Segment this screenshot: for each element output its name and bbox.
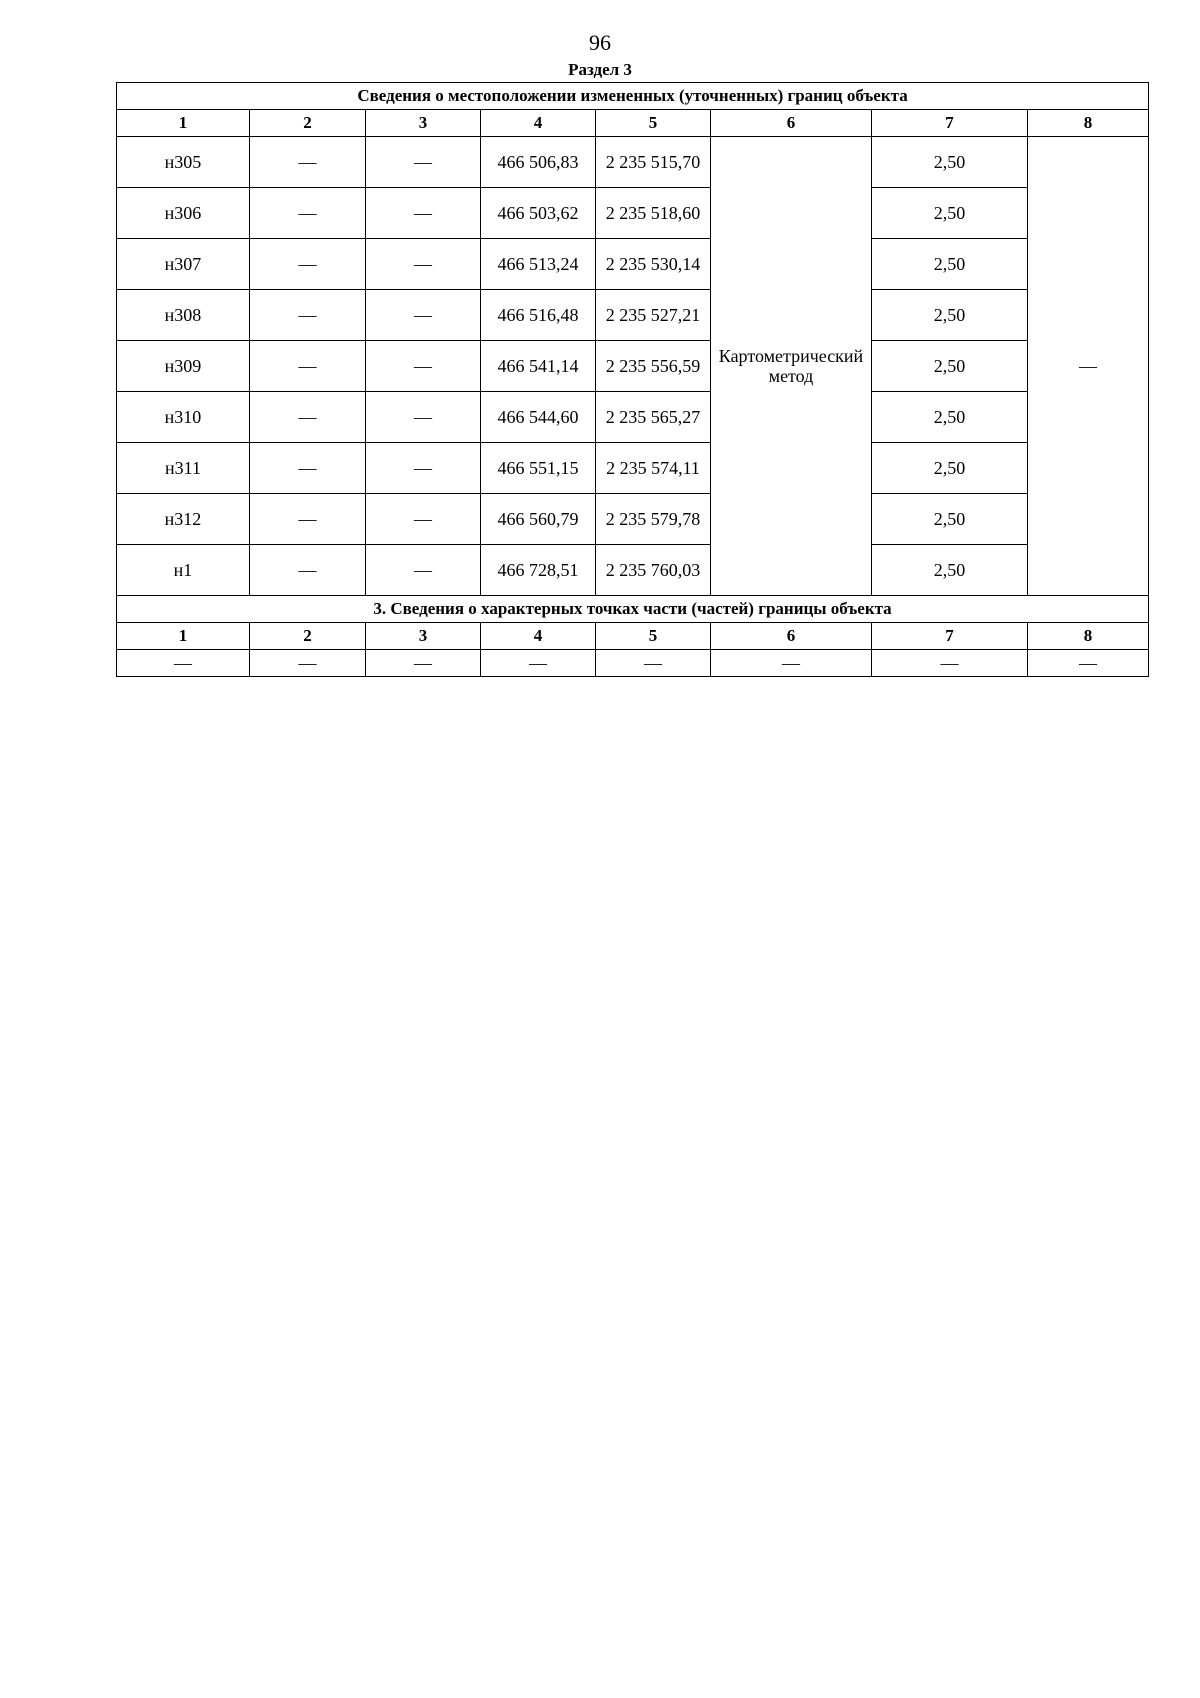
point-name: н1 xyxy=(117,545,250,596)
y-coordinate: 2 235 518,60 xyxy=(596,188,711,239)
x-coordinate: 466 728,51 xyxy=(481,545,596,596)
table1-colnum: 2 xyxy=(250,110,366,137)
accuracy-value: 2,50 xyxy=(872,239,1028,290)
table1-colnum: 6 xyxy=(711,110,872,137)
point-name: н312 xyxy=(117,494,250,545)
table2-colnum: 1 xyxy=(117,623,250,650)
col2-value: — xyxy=(250,290,366,341)
col2-value: — xyxy=(250,239,366,290)
table-row xyxy=(117,545,1149,596)
y-coordinate: 2 235 515,70 xyxy=(596,137,711,188)
x-coordinate: 466 560,79 xyxy=(481,494,596,545)
table1-caption-row xyxy=(117,83,1149,110)
col3-value: — xyxy=(366,494,481,545)
table-row xyxy=(117,341,1149,392)
table-row xyxy=(117,137,1149,188)
accuracy-value: 2,50 xyxy=(872,188,1028,239)
table-row xyxy=(117,290,1149,341)
col8-value: — xyxy=(1028,137,1149,596)
accuracy-value: 2,50 xyxy=(872,137,1028,188)
y-coordinate: 2 235 579,78 xyxy=(596,494,711,545)
x-coordinate: 466 503,62 xyxy=(481,188,596,239)
point-name: н308 xyxy=(117,290,250,341)
table-row xyxy=(117,239,1149,290)
point-name: н306 xyxy=(117,188,250,239)
table2-cell: — xyxy=(366,650,481,677)
table2-colnum: 4 xyxy=(481,623,596,650)
table2-column-numbers xyxy=(117,623,1149,650)
table2-cell: — xyxy=(481,650,596,677)
col3-value: — xyxy=(366,239,481,290)
x-coordinate: 466 551,15 xyxy=(481,443,596,494)
accuracy-value: 2,50 xyxy=(872,290,1028,341)
table-row xyxy=(117,392,1149,443)
accuracy-value: 2,50 xyxy=(872,392,1028,443)
col2-value: — xyxy=(250,494,366,545)
col2-value: — xyxy=(250,392,366,443)
point-name: н310 xyxy=(117,392,250,443)
table1-column-numbers xyxy=(117,110,1149,137)
table1-colnum: 5 xyxy=(596,110,711,137)
table1-colnum: 8 xyxy=(1028,110,1149,137)
table1-colnum: 7 xyxy=(872,110,1028,137)
accuracy-value: 2,50 xyxy=(872,443,1028,494)
page-number: 96 xyxy=(589,30,611,55)
table1-colnum: 1 xyxy=(117,110,250,137)
x-coordinate: 466 506,83 xyxy=(481,137,596,188)
table1-colnum: 3 xyxy=(366,110,481,137)
table2-cell: — xyxy=(250,650,366,677)
table2-cell: — xyxy=(596,650,711,677)
col3-value: — xyxy=(366,137,481,188)
table2-caption-row xyxy=(117,596,1149,623)
col2-value: — xyxy=(250,341,366,392)
section-title: Раздел 3 xyxy=(568,60,632,79)
table2-colnum: 8 xyxy=(1028,623,1149,650)
y-coordinate: 2 235 574,11 xyxy=(596,443,711,494)
col2-value: — xyxy=(250,188,366,239)
table-row xyxy=(117,494,1149,545)
col3-value: — xyxy=(366,341,481,392)
y-coordinate: 2 235 556,59 xyxy=(596,341,711,392)
table2-colnum: 6 xyxy=(711,623,872,650)
x-coordinate: 466 516,48 xyxy=(481,290,596,341)
y-coordinate: 2 235 527,21 xyxy=(596,290,711,341)
point-name: н309 xyxy=(117,341,250,392)
col3-value: — xyxy=(366,545,481,596)
point-name: н311 xyxy=(117,443,250,494)
table2-cell: — xyxy=(1028,650,1149,677)
x-coordinate: 466 541,14 xyxy=(481,341,596,392)
accuracy-value: 2,50 xyxy=(872,341,1028,392)
col2-value: — xyxy=(250,137,366,188)
method-cell: Картометрический метод xyxy=(711,137,872,596)
col2-value: — xyxy=(250,443,366,494)
y-coordinate: 2 235 760,03 xyxy=(596,545,711,596)
table2-caption: 3. Сведения о характерных точках части (частей) границы объекта xyxy=(117,596,1149,623)
y-coordinate: 2 235 565,27 xyxy=(596,392,711,443)
table2-cell: — xyxy=(872,650,1028,677)
col3-value: — xyxy=(366,188,481,239)
col3-value: — xyxy=(366,392,481,443)
table1-caption: Сведения о местоположении измененных (уточненных) границ объекта xyxy=(117,83,1149,110)
x-coordinate: 466 513,24 xyxy=(481,239,596,290)
table2-colnum: 2 xyxy=(250,623,366,650)
table2-row xyxy=(117,650,1149,677)
table2-colnum: 5 xyxy=(596,623,711,650)
table-row xyxy=(117,443,1149,494)
point-name: н305 xyxy=(117,137,250,188)
table2-colnum: 3 xyxy=(366,623,481,650)
y-coordinate: 2 235 530,14 xyxy=(596,239,711,290)
table2-cell: — xyxy=(117,650,250,677)
col3-value: — xyxy=(366,443,481,494)
point-name: н307 xyxy=(117,239,250,290)
table2-colnum: 7 xyxy=(872,623,1028,650)
boundary-table xyxy=(116,82,1149,677)
table-row xyxy=(117,188,1149,239)
col3-value: — xyxy=(366,290,481,341)
table2-cell: — xyxy=(711,650,872,677)
x-coordinate: 466 544,60 xyxy=(481,392,596,443)
table1-colnum: 4 xyxy=(481,110,596,137)
accuracy-value: 2,50 xyxy=(872,545,1028,596)
accuracy-value: 2,50 xyxy=(872,494,1028,545)
col2-value: — xyxy=(250,545,366,596)
